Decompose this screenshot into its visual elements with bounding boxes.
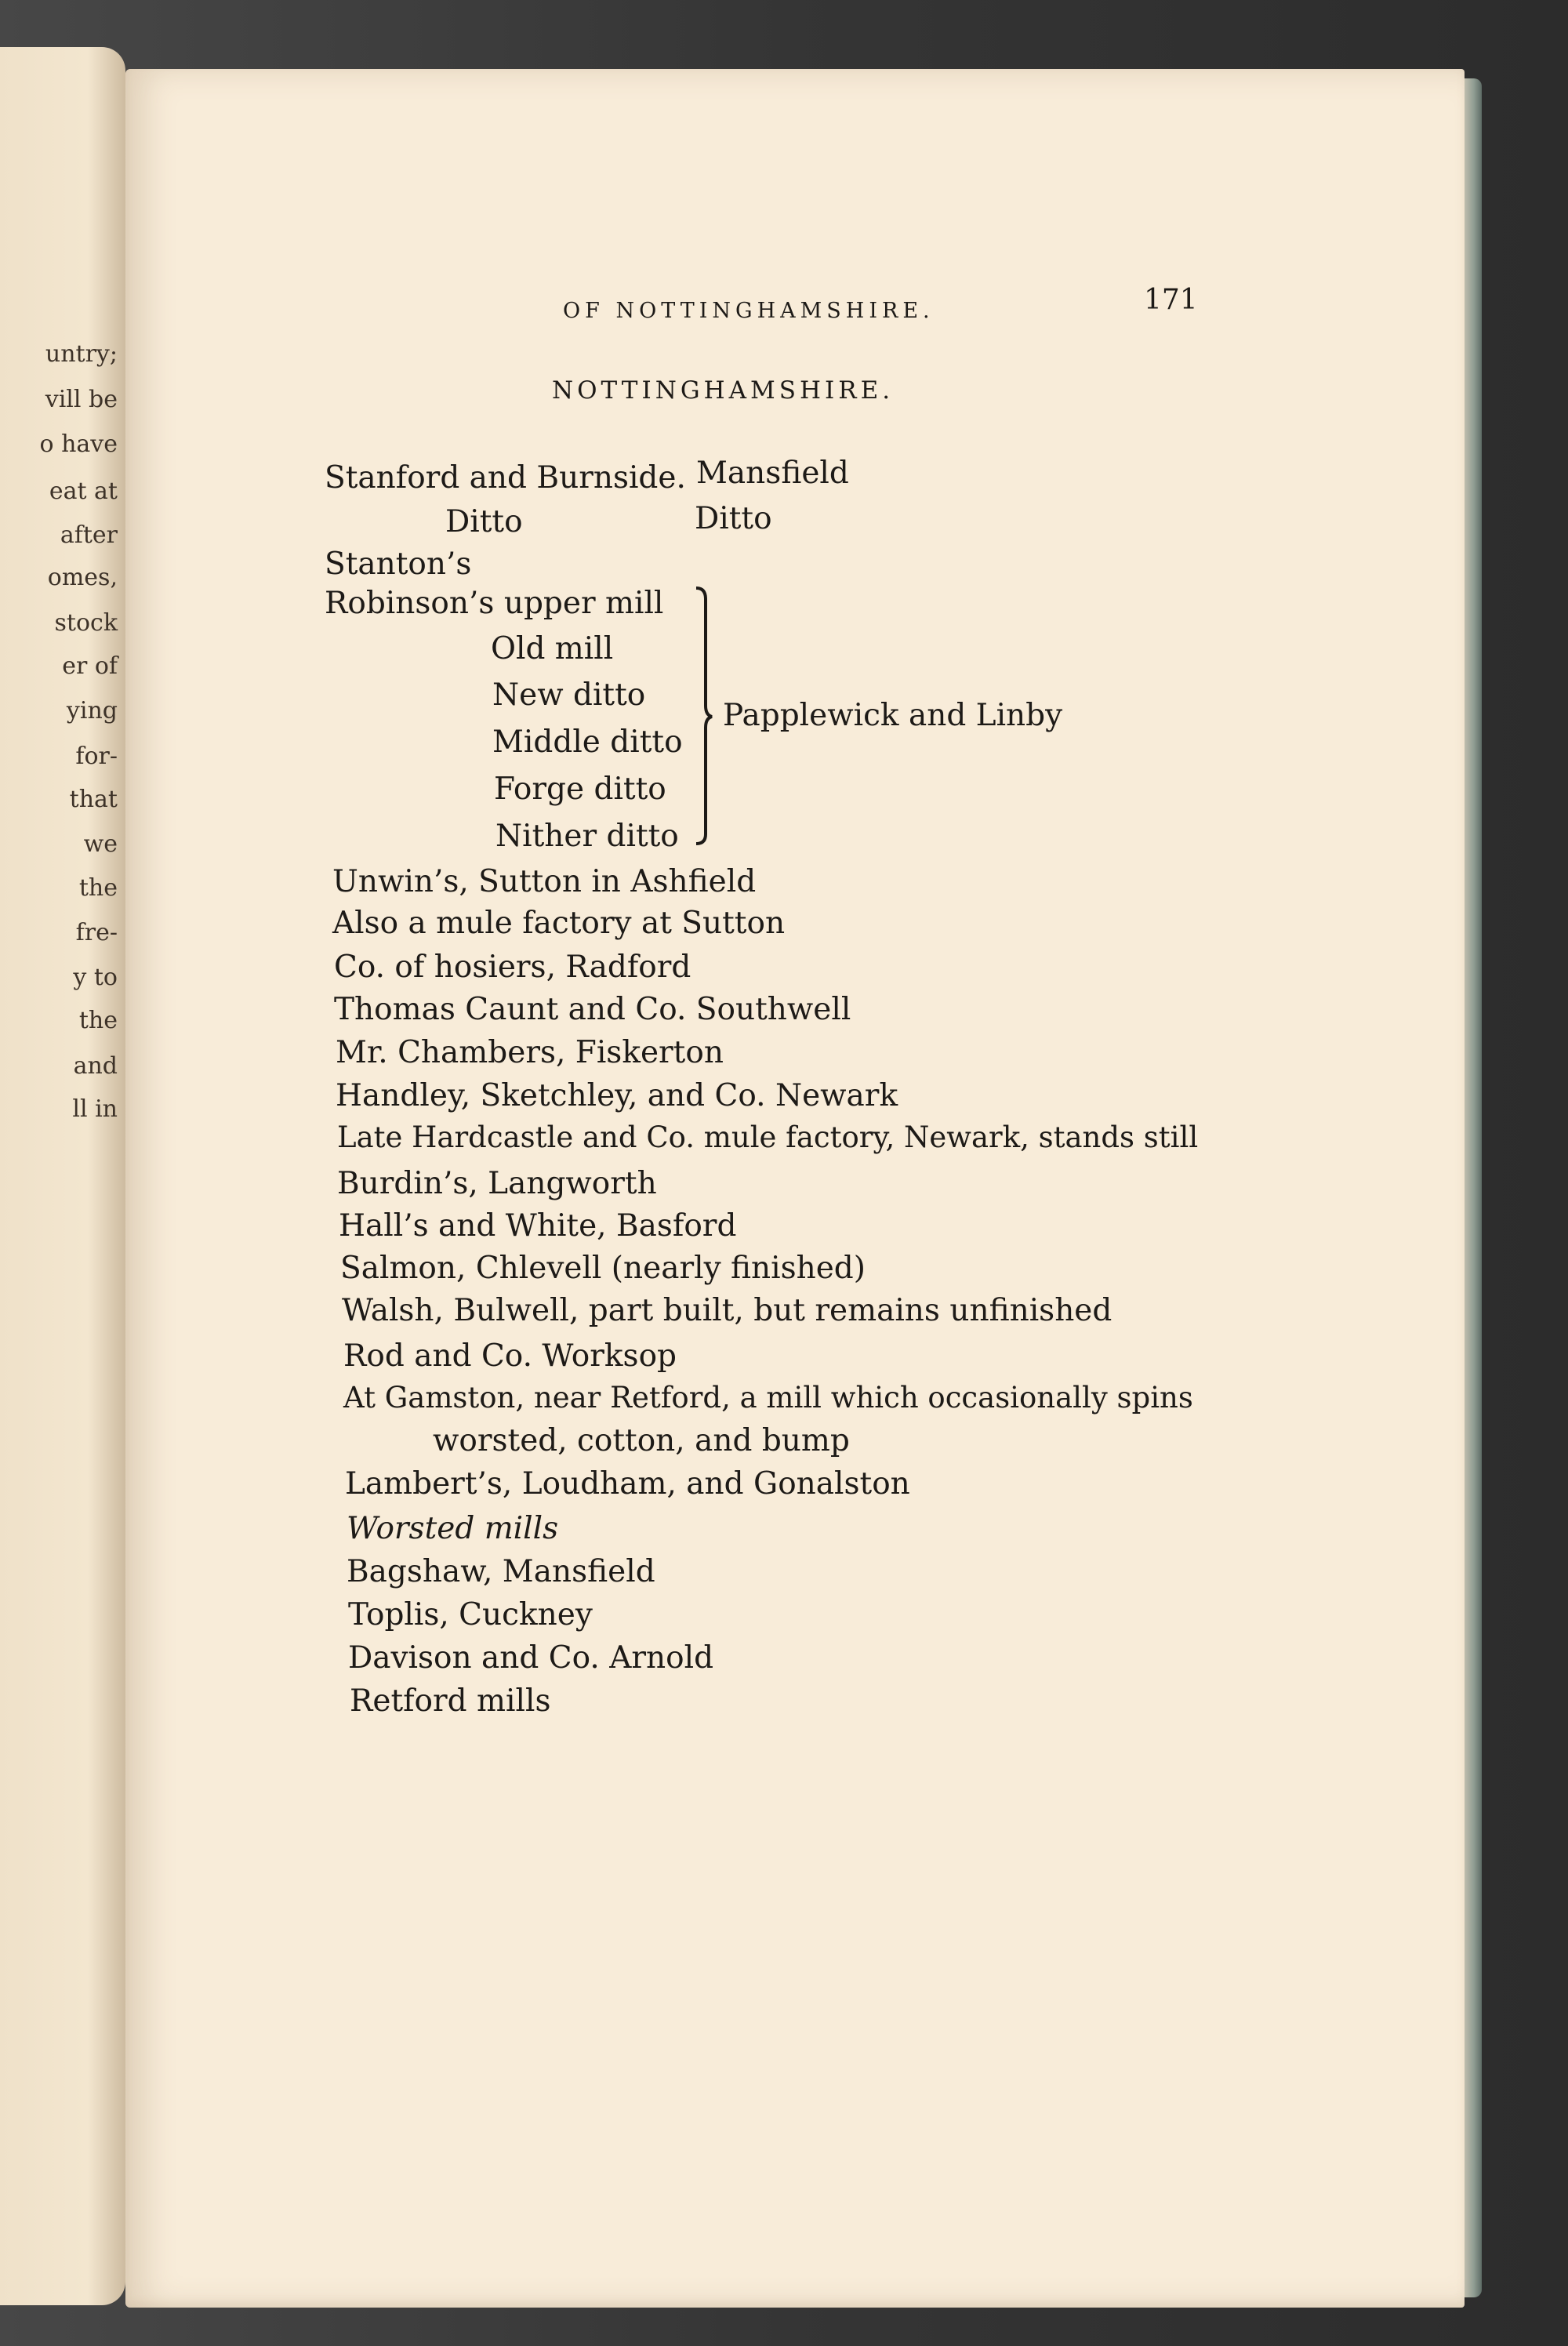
mill-place: Mansfield <box>696 456 849 491</box>
mill-entry: Toplis, Cuckney <box>348 1597 593 1632</box>
left-page-fragment: omes, <box>47 564 118 591</box>
mill-name: New ditto <box>492 677 646 713</box>
mill-entry: Salmon, Chlevell (nearly finished) <box>340 1251 866 1286</box>
mill-entry: Lambert’s, Loudham, and Gonalston <box>345 1466 910 1502</box>
mill-name: Robinson’s upper mill <box>325 586 664 621</box>
left-page-fragment: the <box>78 1007 118 1034</box>
mill-name: Middle ditto <box>492 724 683 760</box>
left-page-fragment: y to <box>73 964 118 991</box>
mill-entry: Bagshaw, Mansfield <box>347 1554 655 1589</box>
running-head: OF NOTTINGHAMSHIRE. <box>563 299 935 323</box>
mill-name: Old mill <box>491 631 614 666</box>
book-page <box>125 69 1465 2308</box>
mill-entry: Handley, Sketchley, and Co. Newark <box>336 1078 898 1113</box>
mill-place: Ditto <box>695 501 772 536</box>
mill-name: Ditto <box>445 504 523 539</box>
mill-name: Stanford and Burnside. <box>325 460 686 496</box>
mill-entry: Retford mills <box>350 1683 551 1719</box>
mill-name: Stanton’s <box>325 547 472 582</box>
left-page-fragment: that <box>69 786 118 813</box>
brace-bracket <box>682 582 729 848</box>
mill-entry: Unwin’s, Sutton in Ashfield <box>332 864 757 899</box>
mill-name: Forge ditto <box>494 772 666 807</box>
mill-entry: At Gamston, near Retford, a mill which occasionally spins <box>343 1381 1193 1414</box>
subheading-worsted-mills: Worsted mills <box>347 1511 559 1546</box>
mill-entry: Rod and Co. Worksop <box>343 1338 677 1374</box>
left-page-fragment: eat at <box>49 478 118 505</box>
left-page-fragment: for- <box>75 743 118 770</box>
left-page-edge <box>0 47 125 2305</box>
page-number: 171 <box>1144 284 1198 316</box>
left-page-fragment: er of <box>62 652 118 680</box>
left-page-fragment: fre- <box>75 919 118 946</box>
mill-entry: Mr. Chambers, Fiskerton <box>336 1035 724 1070</box>
mill-entry: Late Hardcastle and Co. mule factory, Newark, stands still <box>337 1120 1199 1154</box>
left-page-fragment: o have <box>39 430 118 458</box>
mill-entry: Walsh, Bulwell, part built, but remains unfinished <box>342 1293 1112 1328</box>
left-page-fragment: stock <box>54 609 118 637</box>
left-page-fragment: untry; <box>45 340 118 368</box>
mill-entry: Co. of hosiers, Radford <box>334 950 691 985</box>
left-page-fragment: the <box>78 874 118 902</box>
bracket-place: Papplewick and Linby <box>723 698 1063 733</box>
mill-entry-continuation: worsted, cotton, and bump <box>433 1423 850 1458</box>
left-page-fragment: vill be <box>45 386 118 413</box>
left-page-fragment: after <box>60 521 118 549</box>
left-page-fragment: ying <box>66 697 118 724</box>
mill-name: Nither ditto <box>495 819 679 854</box>
left-page-fragment: ll in <box>72 1095 118 1123</box>
mill-entry: Thomas Caunt and Co. Southwell <box>334 992 851 1027</box>
mill-entry: Burdin’s, Langworth <box>337 1166 657 1201</box>
left-page-fragment: we <box>83 830 118 858</box>
mill-entry: Also a mule factory at Sutton <box>332 906 786 941</box>
left-page-fragment: and <box>73 1052 118 1080</box>
mill-entry: Davison and Co. Arnold <box>348 1640 714 1676</box>
mill-entry: Hall’s and White, Basford <box>339 1208 737 1244</box>
section-heading: NOTTINGHAMSHIRE. <box>552 376 895 405</box>
